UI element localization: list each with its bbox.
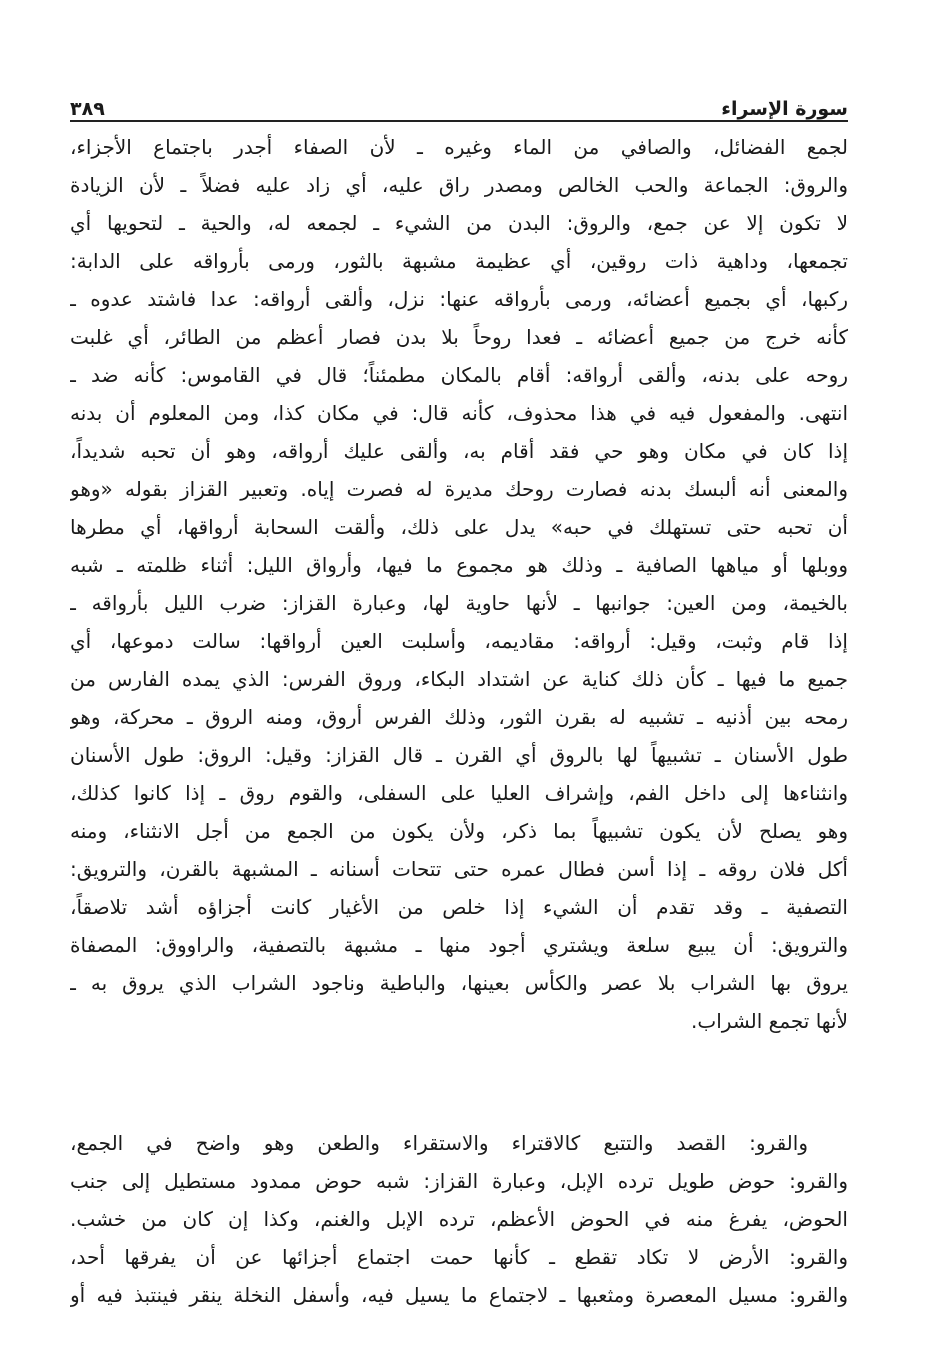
text-line: أن تحبه حتى تستهلك في حبه» يدل على ذلك، وألقت السحابة أرواقها، أي مطرها <box>70 515 848 539</box>
text-line: يروق بها الشراب بلا عصر والكأس بعينها، والباطية وناجود الشراب الذي يروق به ـ <box>70 971 848 995</box>
page-number: ٣٨٩ <box>70 98 105 120</box>
text-line: الحوض، يفرغ منه في الحوض الأعظم، ترده الإبل والغنم، وكذا إن كان من خشب. <box>70 1207 848 1231</box>
text-line: روحه على بدنه، وألقى أرواقه: أقام بالمكان مطمئناً؛ قال في القاموس: كأنه ضد ـ <box>70 363 848 387</box>
text-line: والروق: الجماعة والحب الخالص ومصدر راق عليه، أي زاد عليه فضلاً ـ لأن الزيادة <box>70 173 848 197</box>
text-line: تجمعها، وداهية ذات روقين، أي عظيمة مشبهة بالثور، ورمى بأرواقه على الدابة: <box>70 249 848 273</box>
text-line: بالخيمة، ومن العين: جوانبها ـ لأنها حاوية لها، وعبارة القزاز: ضرب الليل بأرواقه ـ <box>70 591 848 615</box>
text-line: والمعنى أنه ألبسك بدنه فصارت روحك مديرة له فصرت إياه. وتعبير القزاز بقوله «وهو <box>70 477 848 501</box>
text-line: جميع ما فيها ـ كأن ذلك كناية عن اشتداد البكاء، وروق الفرس: الذي يمده الفارس من <box>70 667 848 691</box>
paragraph-2 <box>70 1124 848 1314</box>
text-line: والقرو: حوض طويل ترده الإبل، وعبارة القزاز: شبه حوض ممدود مستطيل إلى جنب <box>70 1169 848 1193</box>
text-line: رمحه بين أذنيه ـ تشبيه له بقرن الثور، وذلك الفرس أروق، ومنه الروق ـ محركة، وهو <box>70 705 848 729</box>
text-line: إذا قام وثبت، وقيل: أرواقه: مقاديمه، وأسلبت العين أرواقها: سالت دموعها، أي <box>70 629 848 653</box>
text-line: وانثناءها إلى داخل الفم، وإشراف العليا على السفلى، والقوم روق ـ إذا كانوا كذلك، <box>70 781 848 805</box>
text-line: انتهى. والمفعول فيه في هذا محذوف، كأنه قال: في مكان كذا، ومن المعلوم أن بدنه <box>70 401 848 425</box>
text-line: والقرو: القصد والتتبع كالاقتراء والاستقراء والطعن وهو واضح في الجمع، <box>70 1131 808 1155</box>
text-line: طول الأسنان ـ تشبيهاً لها بالروق أي القرن ـ قال القزاز: وقيل: الروق: طول الأسنان <box>70 743 848 767</box>
paragraph-1 <box>70 128 848 1040</box>
page-header <box>70 86 848 120</box>
surah-title: سورة الإسراء <box>721 98 848 120</box>
text-line: التصفية ـ وقد تقدم أن الشيء إذا خلص من الأغيار كانت أجزاؤه أشد تلاصقاً، <box>70 895 848 919</box>
text-line: والترويق: أن يبيع سلعة ويشتري أجود منها ـ مشبهة بالتصفية، والراووق: المصفاة <box>70 933 848 957</box>
text-line: إذا كان في مكان وهو حي فقد أقام به، وألقى عليك أرواقه، وهو أن تحبه شديداً، <box>70 439 848 463</box>
text-line: والقرو: الأرض لا تكاد تقطع ـ كأنها حمت اجتماع أجزائها عن أن يفرقها أحد، <box>70 1245 848 1269</box>
header-rule <box>70 120 848 122</box>
text-line: لا تكون إلا عن جمع، والروق: البدن من الشيء ـ لجمعه له، والحية ـ لتحويها أي <box>70 211 848 235</box>
text-line: ركبها، أي بجميع أعضائه، ورمى بأرواقه عنها: نزل، وألقى أرواقه: عدا فاشتد عدوه ـ <box>70 287 848 311</box>
text-line: والقرو: مسيل المعصرة ومثعبها ـ لاجتماع ما يسيل فيه، وأسفل النخلة ينقر فينتبذ فيه أو <box>70 1283 848 1307</box>
text-line: كأنه خرج من جميع أعضائه ـ فعدا روحاً بلا بدن فصار أعظم من الطائر، أي غلبت <box>70 325 848 349</box>
text-line: ووبلها أو مياهها الصافية ـ وذلك هو مجموع ما فيها، وأرواق الليل: أثناء ظلمته ـ شبه <box>70 553 848 577</box>
text-line: لأنها تجمع الشراب. <box>691 1009 848 1033</box>
text-line: وهو يصلح لأن يكون تشبيهاً بما ذكر، ولأن يكون من الجمع من أجل الانثناء، ومنه <box>70 819 848 843</box>
text-line: لجمع الفضائل، والصافي من الماء وغيره ـ لأن الصفاء أجدر باجتماع الأجزاء، <box>70 135 848 159</box>
text-line: أكل فلان روقه ـ إذا أسن فطال عمره حتى تتحات أسنانه ـ المشبهة بالقرن، والترويق: <box>70 857 848 881</box>
